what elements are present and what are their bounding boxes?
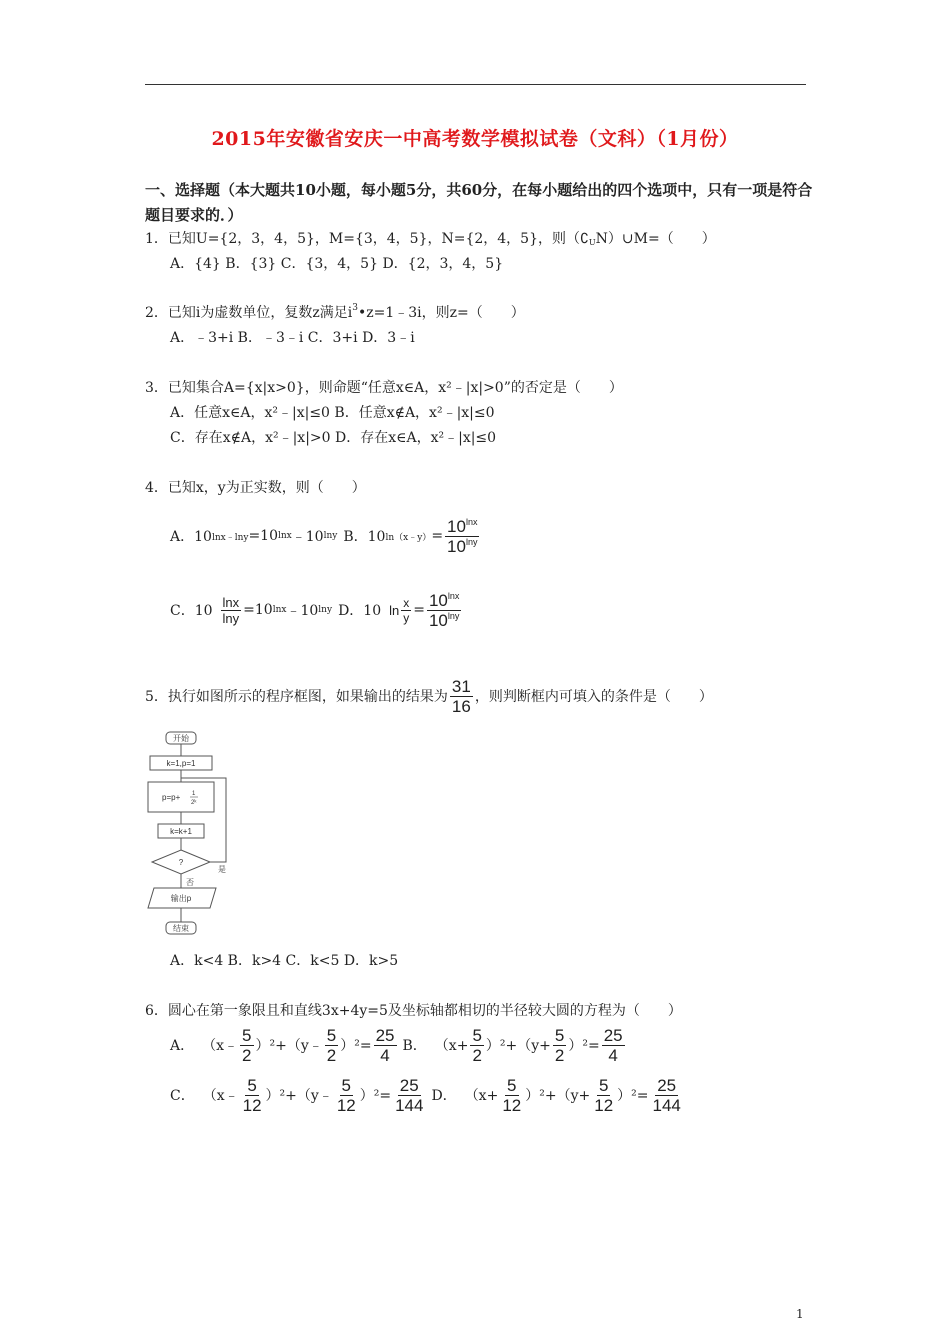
question-3-options-ab: A．任意x∈A，x²﹣|x|≤0 B．任意x∉A，x²﹣|x|≤0: [170, 405, 495, 421]
question-6-options-cd: C． （x﹣ $\frac{5}{12}$ ）²+（y﹣ $\frac{5}{12}$ ）²= $\frac{25}{144}$ D． （x+ $\frac{5}{12}$ ）²+（y+ $\frac{5}{12}$ ）²= $\frac{25}{144}$: [170, 1075, 681, 1115]
page-title: 2015年安徽省安庆一中高考数学模拟试卷（文科）（1月份）: [211, 128, 739, 150]
fraction: $\frac{25}{4}$: [603, 1025, 623, 1065]
question-1-options: A．{4} B．{3} C．{3，4，5} D．{2，3，4，5}: [170, 256, 504, 272]
question-6-stem: 6．圆心在第一象限且和直线3x+4y=5及坐标轴都相切的半径较大圆的方程为（ ）: [145, 1003, 682, 1019]
fraction: $\frac{5}{12}$: [594, 1075, 614, 1115]
fraction: $\frac{25}{4}$: [375, 1025, 395, 1065]
section-heading: 一、选择题（本大题共10小题，每小题5分，共60分，在每小题给出的四个选项中，只有一项是符合题目要求的．）: [145, 181, 813, 224]
fraction: $\frac{5}{2}$: [554, 1025, 565, 1065]
question-4-stem: 4．已知x，y为正实数，则（ ）: [145, 480, 366, 496]
flow-output: 输出p: [170, 894, 192, 903]
fraction: $\frac{25}{144}$: [395, 1075, 424, 1115]
fraction: $\frac{31}{16}$: [451, 676, 471, 716]
question-5-options: A．k<4 B．k>4 C．k<5 D．k>5: [170, 953, 399, 969]
fraction: $\frac{5}{12}$: [502, 1075, 522, 1115]
question-1-stem: 1．已知U={2，3，4，5}，M={3，4，5}，N={2，4，5}，则（∁UN）∪M=（ ）: [145, 231, 716, 247]
fraction: $\frac{x}{y}$: [403, 595, 410, 625]
question-2-stem: 2．已知i为虚数单位，复数z满足$i^3•z=1﹣3i$，则z=（ ）: [145, 303, 525, 321]
fraction: $\frac{25}{144}$: [652, 1075, 681, 1115]
fraction: $\frac{10^{lnx}}{10^{lny}}$: [447, 516, 478, 556]
flow-start: 开始: [173, 734, 189, 743]
question-5-stem: 5．执行如图所示的程序框图，如果输出的结果为 $\frac{31}{16}$ ，则判断框内可填入的条件是（ ）: [145, 676, 713, 716]
fraction: $\frac{5}{12}$: [336, 1075, 356, 1115]
header-rule: [145, 84, 806, 85]
page-number: 1: [796, 1307, 804, 1321]
fraction: $\frac{\ln x}{\ln y}$: [222, 594, 240, 626]
flow-step1: p=p+: [162, 793, 181, 802]
question-3-options-cd: C．存在x∉A，x²﹣|x|>0 D．存在x∈A，x²﹣|x|≤0: [170, 430, 497, 446]
flow-no: 否: [186, 878, 194, 887]
fraction: $\frac{5}{12}$: [242, 1075, 262, 1115]
question-2-options: A．﹣3+i B．﹣3﹣i C．3+i D．3﹣i: [170, 330, 415, 346]
question-4-options-ab: A．10 lnx﹣lny =10 lnx ﹣10 lny B．10 ln（x﹣y） = $\frac{10^{lnx}}{10^{lny}}$: [170, 516, 478, 556]
fraction: $\frac{10^{lnx}}{10^{lny}}$: [428, 590, 460, 630]
flow-cond: ?: [178, 858, 184, 867]
flowchart-figure: [140, 726, 240, 944]
question-6-options-ab: A． （x﹣ $\frac{5}{2}$ ）²+（y﹣ $\frac{5}{2}$ ）²= $\frac{25}{4}$ B． （x+ $\frac{5}{2}$ ）²+（y+ $\frac{5}{2}$ ）²= $\frac{25}{4}$: [170, 1025, 623, 1065]
fraction: $\frac{5}{2}$: [242, 1025, 252, 1065]
fraction: $\frac{5}{2}$: [472, 1025, 482, 1065]
flow-init: k=1,p=1: [166, 759, 196, 768]
flow-step2: k=k+1: [170, 827, 192, 836]
flow-step1-den: 2ᵏ: [191, 800, 197, 806]
flow-end: 结束: [173, 924, 189, 933]
flow-step1-num: 1: [192, 791, 196, 797]
question-3-stem: 3．已知集合A={x|x>0}，则命题“任意x∈A，x²﹣|x|>0”的否定是（ ）: [145, 380, 623, 396]
flow-yes: 是: [218, 865, 226, 874]
question-4-options-cd: C．10 $\frac{\ln x}{\ln y}$ =10 lnx ﹣10 lny D．10 ln $\frac{x}{y}$ = $\frac{10^{lnx}}{10^{lny}}$: [170, 590, 460, 630]
fraction: $\frac{5}{2}$: [326, 1025, 337, 1065]
